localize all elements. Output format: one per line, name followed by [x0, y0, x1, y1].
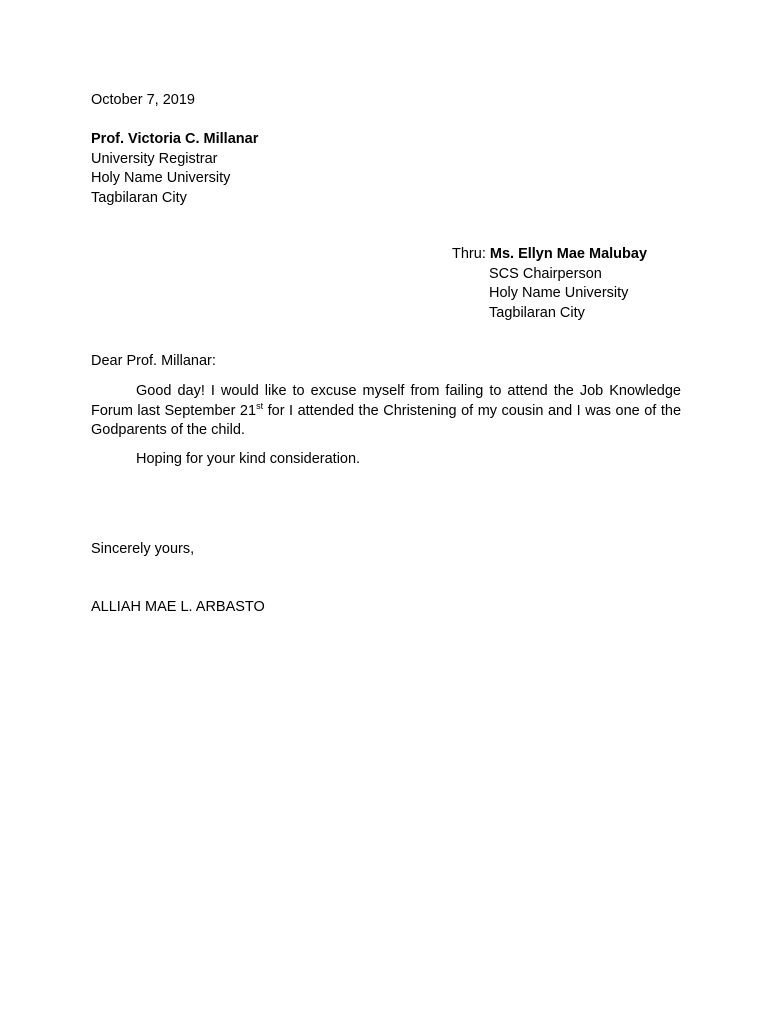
- body-paragraph-2: [91, 450, 681, 470]
- thru-label: Thru:: [452, 246, 486, 262]
- ordinal-suffix: st: [256, 400, 264, 411]
- thru-city: Tagbilaran City: [489, 304, 585, 321]
- signature: [91, 598, 681, 618]
- salutation-text: Dear Prof. Millanar:: [91, 353, 216, 369]
- recipient-city: Tagbilaran City: [91, 189, 187, 206]
- thru-title: SCS Chairperson: [489, 265, 602, 282]
- thru-institution: Holy Name University: [489, 285, 629, 301]
- recipient-name: Prof. Victoria C. Millanar: [91, 131, 259, 147]
- closing: [91, 540, 681, 560]
- body-paragraph-1-text-b: for I attended the Christening of my cousin and I was one of the Godparents of the child.: [91, 402, 682, 438]
- recipient-block: [91, 130, 681, 208]
- recipient-title: University Registrar: [91, 150, 218, 167]
- body-paragraph-1: [91, 382, 681, 441]
- salutation: [91, 352, 681, 372]
- thru-name: Ms. Ellyn Mae Malubay: [489, 246, 648, 262]
- body-paragraph-1-text-a: Good day! I would like to excuse myself from failing to attend the Job Knowledge Forum last September 21: [91, 383, 681, 419]
- body-paragraph-2-text: Hoping for your kind consideration.: [136, 451, 361, 467]
- signature-name: ALLIAH MAE L. ARBASTO: [91, 599, 265, 615]
- thru-block: [452, 245, 752, 323]
- recipient-institution: Holy Name University: [91, 170, 231, 186]
- date-text: October 7, 2019: [91, 92, 195, 108]
- letter-date: [91, 91, 681, 111]
- closing-text: Sincerely yours,: [91, 541, 195, 557]
